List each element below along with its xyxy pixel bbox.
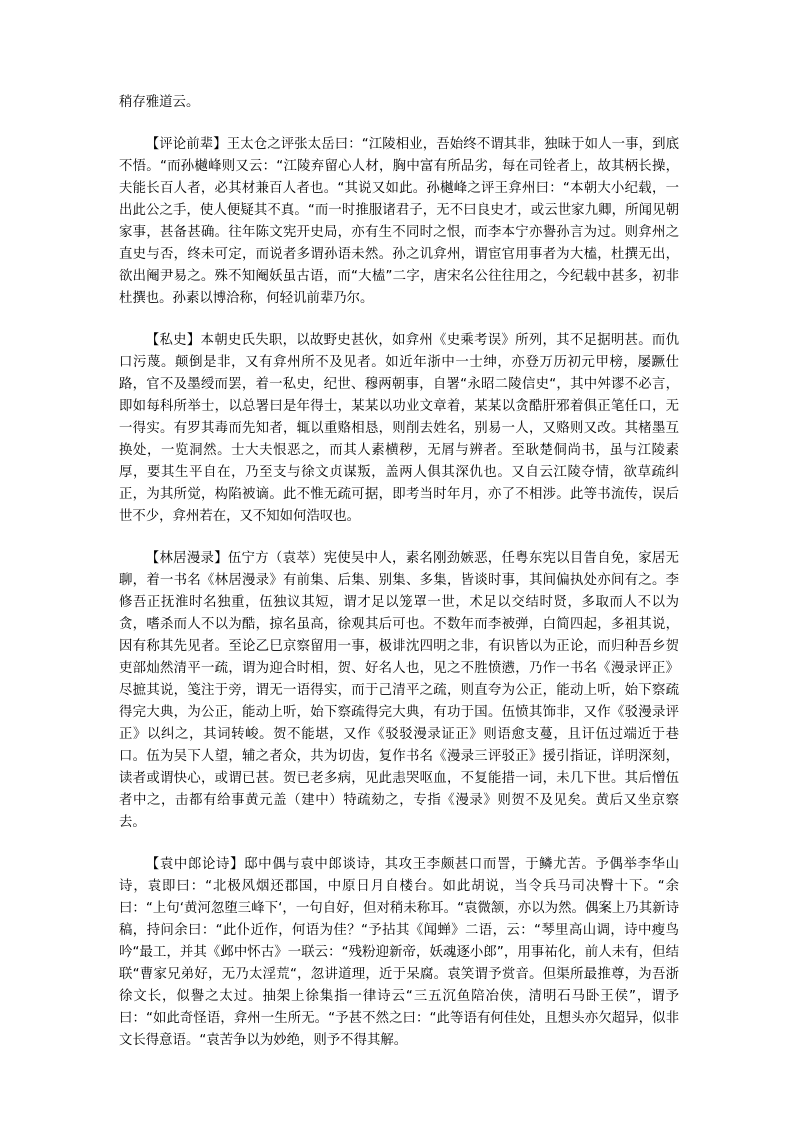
paragraph-critique-of-predecessors [119,134,679,310]
paragraph-text: 邸中偶与袁中郎谈诗，其攻王李颇甚口而詈，于鳞尤苦。予偶举李华山诗，袁即曰：“北极风烟还郡国，中原日月自楼台。如此胡说，当令兵马司决臀十下。“余曰：“上句‘黄河忽堕三峰下‘，一句自好，但对稍未称耳。“袁微颔，亦以为然。偶案上乃其新诗稿，持问余曰：“此仆近作，何语为佳？“予拈其《闻蝉》二语，云：“琴里高山调，诗中瘦鸟吟“最工，并其《邺中怀古》一联云：“残粉迎新帝，妖魂逐小郎”，用事祐化，前人未有，但结联“曹家兄弟好，无乃太淫荒“，忽讲道理，近于呆腐。袁笑谓予赏音。但渠所最推尊，为吾浙徐文长，似譽之太过。抽架上徐集指一律诗云“三五沉鱼陪冶侠，清明石马卧王侯”，谓予曰：“如此奇怪语，弇州一生所无。“予甚不然之曰：“此等语有何佳处，且想头亦欠超异，似非文长得意语。“袁苦争以为妙绝，则予不得其解。 [119,857,679,1048]
paragraph-linju-manlu [119,548,679,834]
paragraph-gap [119,310,679,330]
paragraph-gap [119,114,679,134]
section-heading: 【私史】 [145,333,201,348]
paragraph-text: 本朝史氏失职，以故野史甚伙，如弇州《史乘考误》所列，其不足据明甚。而仇口污蔑。颠倒是非，又有弇州所不及见者。如近年浙中一士绅，亦登万历初元甲榜，屡蹶仕路，官不及墨绶而罢，着一私史，纪世、穆两朝事，自署“永昭二陵信史“，其中舛谬不必言，即如每科所举士，以总署曰是年得士，某某以功业文章着，某某以贪酷肝邪着俱正笔任口，无一得实。有罗其毒而先知者，辄以重赂相恳，则削去姓名，别易一人，又赂则又改。其楮墨互换处，一览洞然。士大夫恨恶之，而其人素横秽，无屑与辨者。至耿楚侗尚书，虽与江陵素厚，要其生平自在，乃至支与徐文贞谋叛，盖两人俱其深仇也。又自云江陵夺情，欲草疏纠正，为其所觉，构陷被谪。此不惟无疏可据，即考当时年月，亦了不相涉。此等书流传，误后世不少，弇州若在，又不知如何浩叹也。 [119,333,679,524]
paragraph-private-history [119,330,679,528]
section-heading: 【评论前辈】 [145,137,227,152]
paragraph-closing-line [119,92,679,114]
paragraph-text: 稍存雅道云。 [119,95,200,110]
document-body [119,92,679,1052]
paragraph-text: 伍宁方（袁萃）宪使吴中人，素名刚劲嫉恶，任粤东宪以目眚自免，家居无聊，着一书名《林居漫录》有前集、后集、别集、多集，皆谈时事，其间偏执处亦间有之。李修吾正抚淮时名独重，伍独议其短，谓才足以笼罩一世，术足以交结时贤，多取而人不以为贪，嗜杀而人不以为酷，掠名虽高，徐观其后可也。不数年而李被弹，白简四起，多祖其说，因有称其先见者。至论乙巳京察留用一事，极诽沈四明之非，有识皆以为正论，而归种吾乡贺吏部灿然清平一疏，谓为迎合时相，贺、好名人也，见之不胜愤懑，乃作一书名《漫录评正》尽摭其说，笺注于旁，谓无一语得实，而于己清平之疏，则直夸为公正，能动上听，始下察疏得完大典，为公正，能动上听，始下察疏得完大典，有功于国。伍愤其饰非，又作《驳漫录评正》以纠之，其词转峻。贺不能堪，又作《驳驳漫录证正》则语愈支蔓，且讦伍过端近于巷口。伍为吴下人望，辅之者众，共为切齿，复作书名《漫录三评驳正》援引指证，详明深刻，读者或谓快心，或谓已甚。贺已老多病，见此恚哭呕血，不复能措一词，未几下世。其后憎伍者中之，击都有给事黄元盖（建中）特疏劾之，专指《漫录》则贺不及见矣。黄后又坐京察去。 [119,551,679,830]
paragraph-gap [119,834,679,854]
paragraph-yuan-zhonglang-on-poetry [119,854,679,1052]
paragraph-gap [119,528,679,548]
section-heading: 【林居漫录】 [145,551,228,566]
section-heading: 【袁中郎论诗】 [145,857,245,872]
paragraph-text: 王太仓之评张太岳曰：“江陵相业，吾始终不谓其非，独昧于如人一事，到底不悟。“而孙樾峰则又云：“江陵弃留心人材，胸中富有所品劣，每在司铨者上，故其柄长操，夫能长百人者，必其材兼百人者也。“其说又如此。孙樾峰之评王弇州曰：“本朝大小纪载，一出此公之手，使人便疑其不真。“而一时推服诸君子，无不曰良史才，或云世家九卿，所闻见朝家事，甚备甚确。往年陈文宪开史局，亦有生不同时之恨，而李本宁亦譽孙言为过。则弇州之直史与否，终未可定，而说者多谓孙语未然。孙之讥弇州，谓宦官用事者为大榼，杜撰无出，欲出阉尹易之。殊不知阉妖虽古语，而“大榼”二字，唐宋名公往往用之，今纪载中甚多，初非杜撰也。孙素以博洽称，何轻讥前辈乃尔。 [119,137,680,306]
